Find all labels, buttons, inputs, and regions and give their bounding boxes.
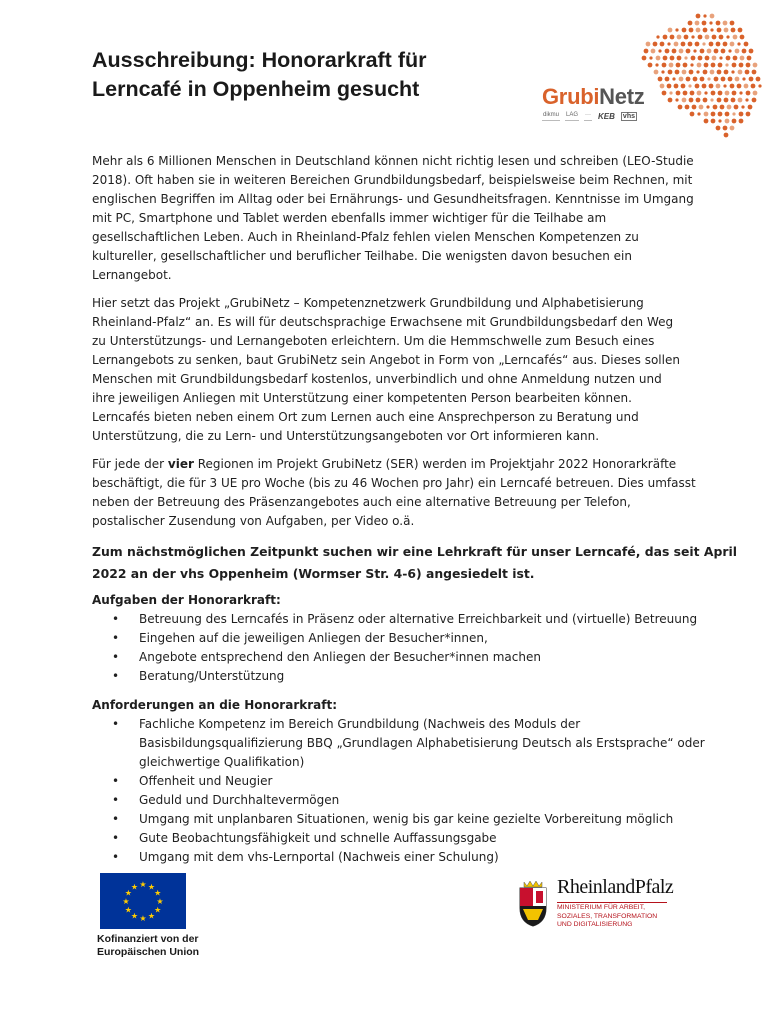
map-dot bbox=[728, 77, 733, 82]
map-dot bbox=[704, 63, 709, 68]
list-item bbox=[92, 772, 682, 791]
map-dot bbox=[710, 98, 713, 101]
map-dot bbox=[717, 98, 722, 103]
map-dot bbox=[739, 119, 744, 124]
star-icon: ★ bbox=[124, 905, 132, 915]
map-dot bbox=[660, 84, 665, 89]
map-dot bbox=[712, 35, 717, 40]
text-line bbox=[92, 455, 682, 474]
map-dot bbox=[700, 49, 705, 54]
map-dot bbox=[662, 63, 667, 68]
map-dot bbox=[679, 77, 684, 82]
map-dot bbox=[672, 49, 677, 54]
map-dot bbox=[693, 49, 696, 52]
map-dot bbox=[705, 56, 710, 61]
map-dot bbox=[710, 28, 713, 31]
map-dot bbox=[653, 42, 658, 47]
map-dot bbox=[724, 98, 729, 103]
requirements-heading: Anforderungen an die Honorarkraft: bbox=[92, 698, 337, 712]
map-dot bbox=[728, 49, 731, 52]
partner-mark: dikmu bbox=[542, 112, 560, 121]
map-dot bbox=[685, 105, 690, 110]
text-line: Menschen mit Grundbildungsbedarf kostenlos, unverbindlich und ohne Anmeldung nutzen und bbox=[92, 372, 662, 386]
star-icon: ★ bbox=[139, 914, 147, 923]
map-dot bbox=[753, 91, 758, 96]
map-dot bbox=[695, 42, 700, 47]
map-dot bbox=[672, 77, 675, 80]
map-dot bbox=[732, 63, 737, 68]
map-dot bbox=[683, 91, 688, 96]
map-dot bbox=[717, 70, 722, 75]
map-dot bbox=[711, 112, 716, 117]
map-dot bbox=[682, 70, 687, 75]
map-dot bbox=[719, 35, 724, 40]
map-dot bbox=[695, 84, 700, 89]
map-dot bbox=[737, 84, 742, 89]
map-dot bbox=[662, 91, 667, 96]
map-dot bbox=[691, 56, 696, 61]
partner-mark: KEB bbox=[598, 112, 615, 121]
map-dot bbox=[692, 105, 697, 110]
star-icon: ★ bbox=[124, 888, 132, 898]
list-item bbox=[92, 791, 682, 810]
star-icon: ★ bbox=[139, 880, 147, 889]
map-dot bbox=[738, 70, 743, 75]
map-dot bbox=[732, 91, 737, 96]
map-dot bbox=[745, 98, 748, 101]
wordmark-part: Netz bbox=[599, 84, 645, 109]
map-dot bbox=[751, 84, 756, 89]
list-item bbox=[92, 629, 682, 648]
map-dot bbox=[712, 56, 717, 61]
map-dot bbox=[660, 42, 665, 47]
map-dot bbox=[737, 42, 740, 45]
grubinetz-wordmark bbox=[542, 84, 644, 110]
text-line: 2022 an der vhs Oppenheim (Wormser Str. 4-6) angesiedelt ist. bbox=[92, 566, 535, 581]
map-dot bbox=[665, 77, 670, 82]
list-item-text: Basisbildungsqualifizierung BBQ „Grundlagen Alphabetisierung Deutsch als Erstsprache“ oder bbox=[139, 736, 705, 750]
text-line: gesellschaftlichen Leben. Auch in Rheinland-Pfalz fehlen vielen Menschen Kompetenzen zu bbox=[92, 230, 639, 244]
text-line: Lernangebots zu senken, baut GrubiNetz sein Angebot in Form von „Lerncafés“ aus. Dieses sollen bbox=[92, 353, 680, 367]
star-icon: ★ bbox=[147, 882, 156, 892]
map-dot bbox=[658, 77, 663, 82]
map-dot bbox=[723, 126, 728, 131]
map-dot bbox=[702, 21, 707, 26]
map-dot bbox=[756, 77, 761, 82]
list-item-text: • Fachliche Kompetenz im Bereich Grundbildung (Nachweis des Moduls der bbox=[139, 717, 581, 731]
map-dot bbox=[668, 70, 673, 75]
map-dot bbox=[731, 98, 736, 103]
map-dot bbox=[704, 91, 707, 94]
map-dot bbox=[691, 35, 694, 38]
map-dot bbox=[744, 42, 749, 47]
partner-mark: ··· bbox=[584, 112, 592, 121]
map-dot bbox=[707, 49, 712, 54]
list-item-text: • Eingehen auf die jeweiligen Anliegen der Besucher*innen, bbox=[139, 631, 488, 645]
map-dot bbox=[721, 49, 726, 54]
map-dot bbox=[738, 98, 743, 103]
map-dot bbox=[656, 56, 661, 61]
map-dot bbox=[735, 49, 740, 54]
map-dot bbox=[732, 112, 735, 115]
map-dot bbox=[726, 56, 731, 61]
map-dot bbox=[713, 105, 718, 110]
eu-stars-icon bbox=[100, 873, 186, 929]
map-dot bbox=[684, 35, 689, 40]
map-dot bbox=[695, 21, 700, 26]
map-dot bbox=[661, 70, 664, 73]
star-icon: ★ bbox=[147, 911, 156, 921]
map-dot bbox=[707, 77, 710, 80]
map-dot bbox=[730, 21, 735, 26]
map-dot bbox=[716, 42, 721, 47]
map-dot bbox=[718, 119, 721, 122]
map-dot bbox=[697, 63, 702, 68]
eu-flag-logo bbox=[100, 873, 186, 929]
map-dot bbox=[703, 98, 708, 103]
document-body bbox=[92, 152, 737, 877]
list-item bbox=[92, 829, 682, 848]
wordmark-part: Grubi bbox=[542, 84, 600, 109]
map-dot bbox=[668, 98, 673, 103]
map-dot bbox=[714, 49, 719, 54]
map-dot bbox=[718, 63, 723, 68]
map-dot bbox=[642, 56, 647, 61]
map-dot bbox=[714, 77, 719, 82]
map-dot bbox=[697, 112, 700, 115]
list-item bbox=[92, 848, 682, 867]
map-dot bbox=[703, 70, 708, 75]
map-dot bbox=[689, 98, 694, 103]
map-dot bbox=[716, 126, 721, 131]
list-item-text: gleichwertige Qualifikation) bbox=[139, 755, 305, 769]
map-dot bbox=[663, 35, 668, 40]
text-line: ihre jeweiligen Anliegen mit Unterstützung einer kompetenten Person bearbeiten können. bbox=[92, 391, 632, 405]
map-dot bbox=[723, 42, 728, 47]
list-item-text: • Geduld und Durchhaltevermögen bbox=[139, 793, 340, 807]
map-dot bbox=[688, 42, 693, 47]
map-dot bbox=[711, 91, 716, 96]
project-paragraph bbox=[92, 294, 682, 446]
map-dot bbox=[669, 63, 674, 68]
map-dot bbox=[739, 112, 744, 117]
map-dot bbox=[699, 105, 704, 110]
list-item bbox=[92, 667, 682, 686]
map-dot bbox=[654, 70, 659, 75]
map-dot bbox=[668, 28, 673, 33]
map-dot bbox=[698, 56, 703, 61]
map-dot bbox=[716, 21, 721, 26]
map-dot bbox=[723, 21, 728, 26]
map-dot bbox=[733, 35, 738, 40]
text-line: Hier setzt das Projekt „GrubiNetz – Kompetenznetzwerk Grundbildung und Alphabetisierung bbox=[92, 296, 644, 310]
map-dot bbox=[688, 21, 693, 26]
title-line: Lerncafé in Oppenheim gesucht bbox=[92, 77, 420, 101]
map-dot bbox=[746, 91, 751, 96]
map-dot bbox=[689, 70, 694, 75]
map-dot bbox=[684, 56, 687, 59]
map-dot bbox=[727, 105, 732, 110]
title-line: Ausschreibung: Honorarkraft für bbox=[92, 48, 427, 72]
map-dot bbox=[725, 91, 730, 96]
map-dot bbox=[742, 77, 745, 80]
map-dot bbox=[739, 91, 742, 94]
map-dot bbox=[696, 98, 701, 103]
map-dot bbox=[688, 84, 691, 87]
map-dot bbox=[682, 98, 687, 103]
list-item bbox=[92, 648, 682, 667]
map-dot bbox=[686, 49, 691, 54]
map-dot bbox=[696, 70, 699, 73]
map-dot bbox=[709, 84, 714, 89]
map-dot bbox=[655, 63, 658, 66]
map-dot bbox=[725, 119, 730, 124]
map-dot bbox=[711, 119, 716, 124]
map-dot bbox=[658, 49, 661, 52]
text-line: 2018). Oft haben sie in weiteren Bereichen Grundbildungsbedarf, beispielsweise beim Rechnen, mit bbox=[92, 173, 693, 187]
map-dot bbox=[675, 28, 678, 31]
map-dot bbox=[730, 84, 735, 89]
list-item bbox=[92, 610, 698, 629]
map-dot bbox=[670, 35, 675, 40]
map-dot bbox=[758, 84, 761, 87]
map-dot bbox=[656, 35, 659, 38]
map-dot bbox=[719, 56, 722, 59]
ministry-name bbox=[557, 904, 697, 930]
partner-logos bbox=[542, 112, 637, 121]
map-dot bbox=[675, 98, 678, 101]
list-item bbox=[92, 810, 682, 829]
map-dot bbox=[749, 49, 754, 54]
map-dot bbox=[679, 49, 684, 54]
map-dot bbox=[710, 14, 715, 19]
map-dot bbox=[740, 56, 745, 61]
map-dot bbox=[696, 28, 701, 33]
map-dot bbox=[651, 49, 656, 54]
map-dot bbox=[681, 84, 686, 89]
regions-paragraph bbox=[92, 455, 696, 531]
map-dot bbox=[648, 63, 653, 68]
map-dot bbox=[731, 70, 734, 73]
map-dot bbox=[667, 42, 670, 45]
text-line: postalischer Zusendung von Aufgaben, per Video o.ä. bbox=[92, 514, 415, 528]
map-dot bbox=[735, 77, 740, 82]
map-dot bbox=[716, 84, 721, 89]
text-line: Mehr als 6 Millionen Menschen in Deutschland können nicht richtig lesen und schreiben (LEO-Studie bbox=[92, 154, 694, 168]
star-icon: ★ bbox=[154, 905, 162, 915]
grubinetz-logo bbox=[520, 12, 770, 152]
map-dot bbox=[746, 63, 751, 68]
map-dot bbox=[703, 28, 708, 33]
map-dot bbox=[675, 70, 680, 75]
map-dot bbox=[644, 49, 649, 54]
map-dot bbox=[740, 35, 745, 40]
star-icon: ★ bbox=[156, 897, 164, 906]
rlp-wordmark: RheinlandPfalz bbox=[557, 876, 674, 898]
map-dot bbox=[690, 63, 693, 66]
map-dot bbox=[706, 105, 709, 108]
map-dot bbox=[753, 63, 758, 68]
text-line: beschäftigt, die für 3 UE pro Woche (bis zu 46 Wochen pro Jahr) ein Lerncafé betreuen. Dies umfasst bbox=[92, 476, 696, 490]
map-dot bbox=[711, 63, 716, 68]
map-dot bbox=[678, 105, 683, 110]
ministry-line: UND DIGITALISIERUNG bbox=[557, 921, 633, 929]
map-dot bbox=[717, 28, 722, 33]
map-dot bbox=[734, 105, 739, 110]
ministry-line: MINISTERIUM FÜR ARBEIT, bbox=[557, 904, 645, 911]
map-dot bbox=[681, 42, 686, 47]
map-dot bbox=[669, 91, 672, 94]
map-dot bbox=[718, 91, 723, 96]
list-item-text: • Betreuung des Lerncafés in Präsenz oder alternative Erreichbarkeit und (virtuelle) Betreuung bbox=[139, 612, 698, 626]
eu-caption bbox=[97, 933, 217, 959]
partner-mark: vhs bbox=[622, 113, 635, 120]
list-item bbox=[92, 715, 705, 772]
map-dot bbox=[746, 112, 751, 117]
map-dot bbox=[725, 112, 730, 117]
list-item-text: • Angebote entsprechend den Anliegen der Besucher*innen machen bbox=[139, 650, 541, 664]
map-dot bbox=[703, 14, 706, 17]
map-dot bbox=[742, 49, 747, 54]
caption-line: Kofinanziert von der bbox=[97, 933, 199, 945]
text-line: englischen Begriffen im Alltag oder bei Ernährungs- und Gesundheitsfragen. Kenntnisse im Umgang bbox=[92, 192, 694, 206]
tasks-heading: Aufgaben der Honorarkraft: bbox=[92, 593, 281, 607]
ministry-line: SOZIALES, TRANSFORMATION bbox=[557, 912, 658, 920]
map-dot bbox=[752, 70, 757, 75]
map-dot bbox=[667, 84, 672, 89]
caption-line: Europäischen Union bbox=[97, 946, 200, 958]
map-dot bbox=[720, 105, 725, 110]
text-line: Lerncafés bieten neben einem Ort zum Lernen auch eine Ansprechperson zu Beratung und bbox=[92, 410, 639, 424]
map-dot bbox=[747, 56, 752, 61]
text-line: neben der Betreuung des Präsenzangebotes auch eine alternative Betreuung per Telefon, bbox=[92, 495, 631, 509]
map-dot bbox=[702, 42, 705, 45]
map-dot bbox=[702, 84, 707, 89]
map-dot bbox=[690, 112, 695, 117]
map-dot bbox=[718, 112, 723, 117]
map-dot bbox=[670, 56, 675, 61]
map-dot bbox=[704, 112, 709, 117]
map-dot bbox=[698, 35, 703, 40]
map-dot bbox=[697, 91, 702, 96]
bold-emphasis: vier bbox=[167, 457, 194, 471]
text-line: kultureller, gesellschaftlicher und beruflicher Teilhabe. Die wenigsten davon besuchen ein bbox=[92, 249, 632, 263]
star-icon: ★ bbox=[130, 882, 139, 892]
text-fragment: Regionen im Projekt GrubiNetz (SER) werden im Projektjahr 2022 Honorarkräfte bbox=[193, 457, 677, 471]
star-icon: ★ bbox=[130, 911, 139, 921]
text-line: Unterstützung, die zu Lern- und Unterstützungsangeboten vor Ort informieren kann. bbox=[92, 429, 600, 443]
map-dot bbox=[677, 56, 682, 61]
map-dot bbox=[732, 119, 737, 124]
map-dot bbox=[724, 28, 729, 33]
text-fragment: Für jede der bbox=[92, 457, 168, 471]
text-line: mit PC, Smartphone und Tablet werden ebenfalls immer wichtiger für die Teilhabe am bbox=[92, 211, 607, 225]
lead-statement bbox=[92, 541, 737, 585]
map-dot bbox=[676, 63, 681, 68]
text-line: Rheinland-Pfalz“ an. Es will für deutschsprachige Erwachsene mit Grundbildungsbedarf den Weg bbox=[92, 315, 674, 329]
map-dot bbox=[724, 133, 729, 138]
map-dot bbox=[710, 70, 715, 75]
map-dot bbox=[739, 63, 744, 68]
map-dot bbox=[677, 35, 682, 40]
map-dot bbox=[745, 70, 750, 75]
map-dot bbox=[752, 98, 757, 103]
list-item-text: • Umgang mit unplanbaren Situationen, wenig bis gar keine gezielte Vorbereitung möglich bbox=[139, 812, 674, 826]
intro-paragraph bbox=[92, 152, 694, 285]
map-dot bbox=[730, 42, 735, 47]
map-dot bbox=[744, 84, 749, 89]
map-dot bbox=[704, 119, 709, 124]
map-dot bbox=[696, 14, 701, 19]
map-dot bbox=[726, 35, 729, 38]
text-line: Zum nächstmöglichen Zeitpunkt suchen wir eine Lehrkraft für unser Lerncafé, das seit April bbox=[92, 544, 737, 559]
map-dot bbox=[690, 91, 695, 96]
map-dot bbox=[689, 28, 694, 33]
map-dot bbox=[683, 63, 688, 68]
rlp-coat-of-arms-icon bbox=[514, 878, 552, 928]
text-line: zu Unterstützungs- und Lernangeboten erleichtern. Um die Hemmschwelle zum Besuch eines bbox=[92, 334, 655, 348]
map-dot bbox=[674, 42, 679, 47]
list-item-text: • Gute Beobachtungsfähigkeit und schnelle Auffassungsgabe bbox=[139, 831, 497, 845]
map-dot bbox=[721, 77, 726, 82]
map-dot bbox=[676, 91, 681, 96]
map-dot bbox=[705, 35, 710, 40]
map-dot bbox=[723, 84, 726, 87]
text-line: Lernangebot. bbox=[92, 268, 172, 282]
star-icon: ★ bbox=[122, 897, 130, 906]
map-dot bbox=[748, 105, 753, 110]
list-item-text: • Offenheit und Neugier bbox=[139, 774, 273, 788]
map-dot bbox=[709, 21, 712, 24]
requirements-list bbox=[92, 715, 705, 867]
map-dot bbox=[663, 56, 668, 61]
map-dot bbox=[674, 84, 679, 89]
map-dot bbox=[665, 49, 670, 54]
map-dot bbox=[682, 28, 687, 33]
page-title bbox=[92, 46, 522, 104]
map-dot bbox=[700, 77, 705, 82]
map-dot bbox=[741, 105, 744, 108]
map-dot bbox=[709, 42, 714, 47]
map-dot bbox=[731, 28, 736, 33]
map-dot bbox=[693, 77, 698, 82]
map-dot bbox=[733, 56, 738, 61]
divider bbox=[557, 902, 667, 903]
list-item-text: • Beratung/Unterstützung bbox=[139, 669, 285, 683]
star-icon: ★ bbox=[154, 888, 162, 898]
map-dot bbox=[649, 56, 652, 59]
map-dot bbox=[725, 63, 728, 66]
map-dot bbox=[724, 70, 729, 75]
partner-mark: LAG bbox=[565, 112, 579, 121]
map-dot bbox=[686, 77, 691, 82]
map-dot bbox=[738, 28, 743, 33]
list-item-text: • Umgang mit dem vhs-Lernportal (Nachweis einer Schulung) bbox=[139, 850, 499, 864]
map-dot bbox=[646, 42, 651, 47]
map-dot bbox=[749, 77, 754, 82]
map-dot bbox=[730, 126, 735, 131]
tasks-list bbox=[92, 610, 698, 686]
rlp-dot-map-graphic bbox=[520, 12, 770, 152]
